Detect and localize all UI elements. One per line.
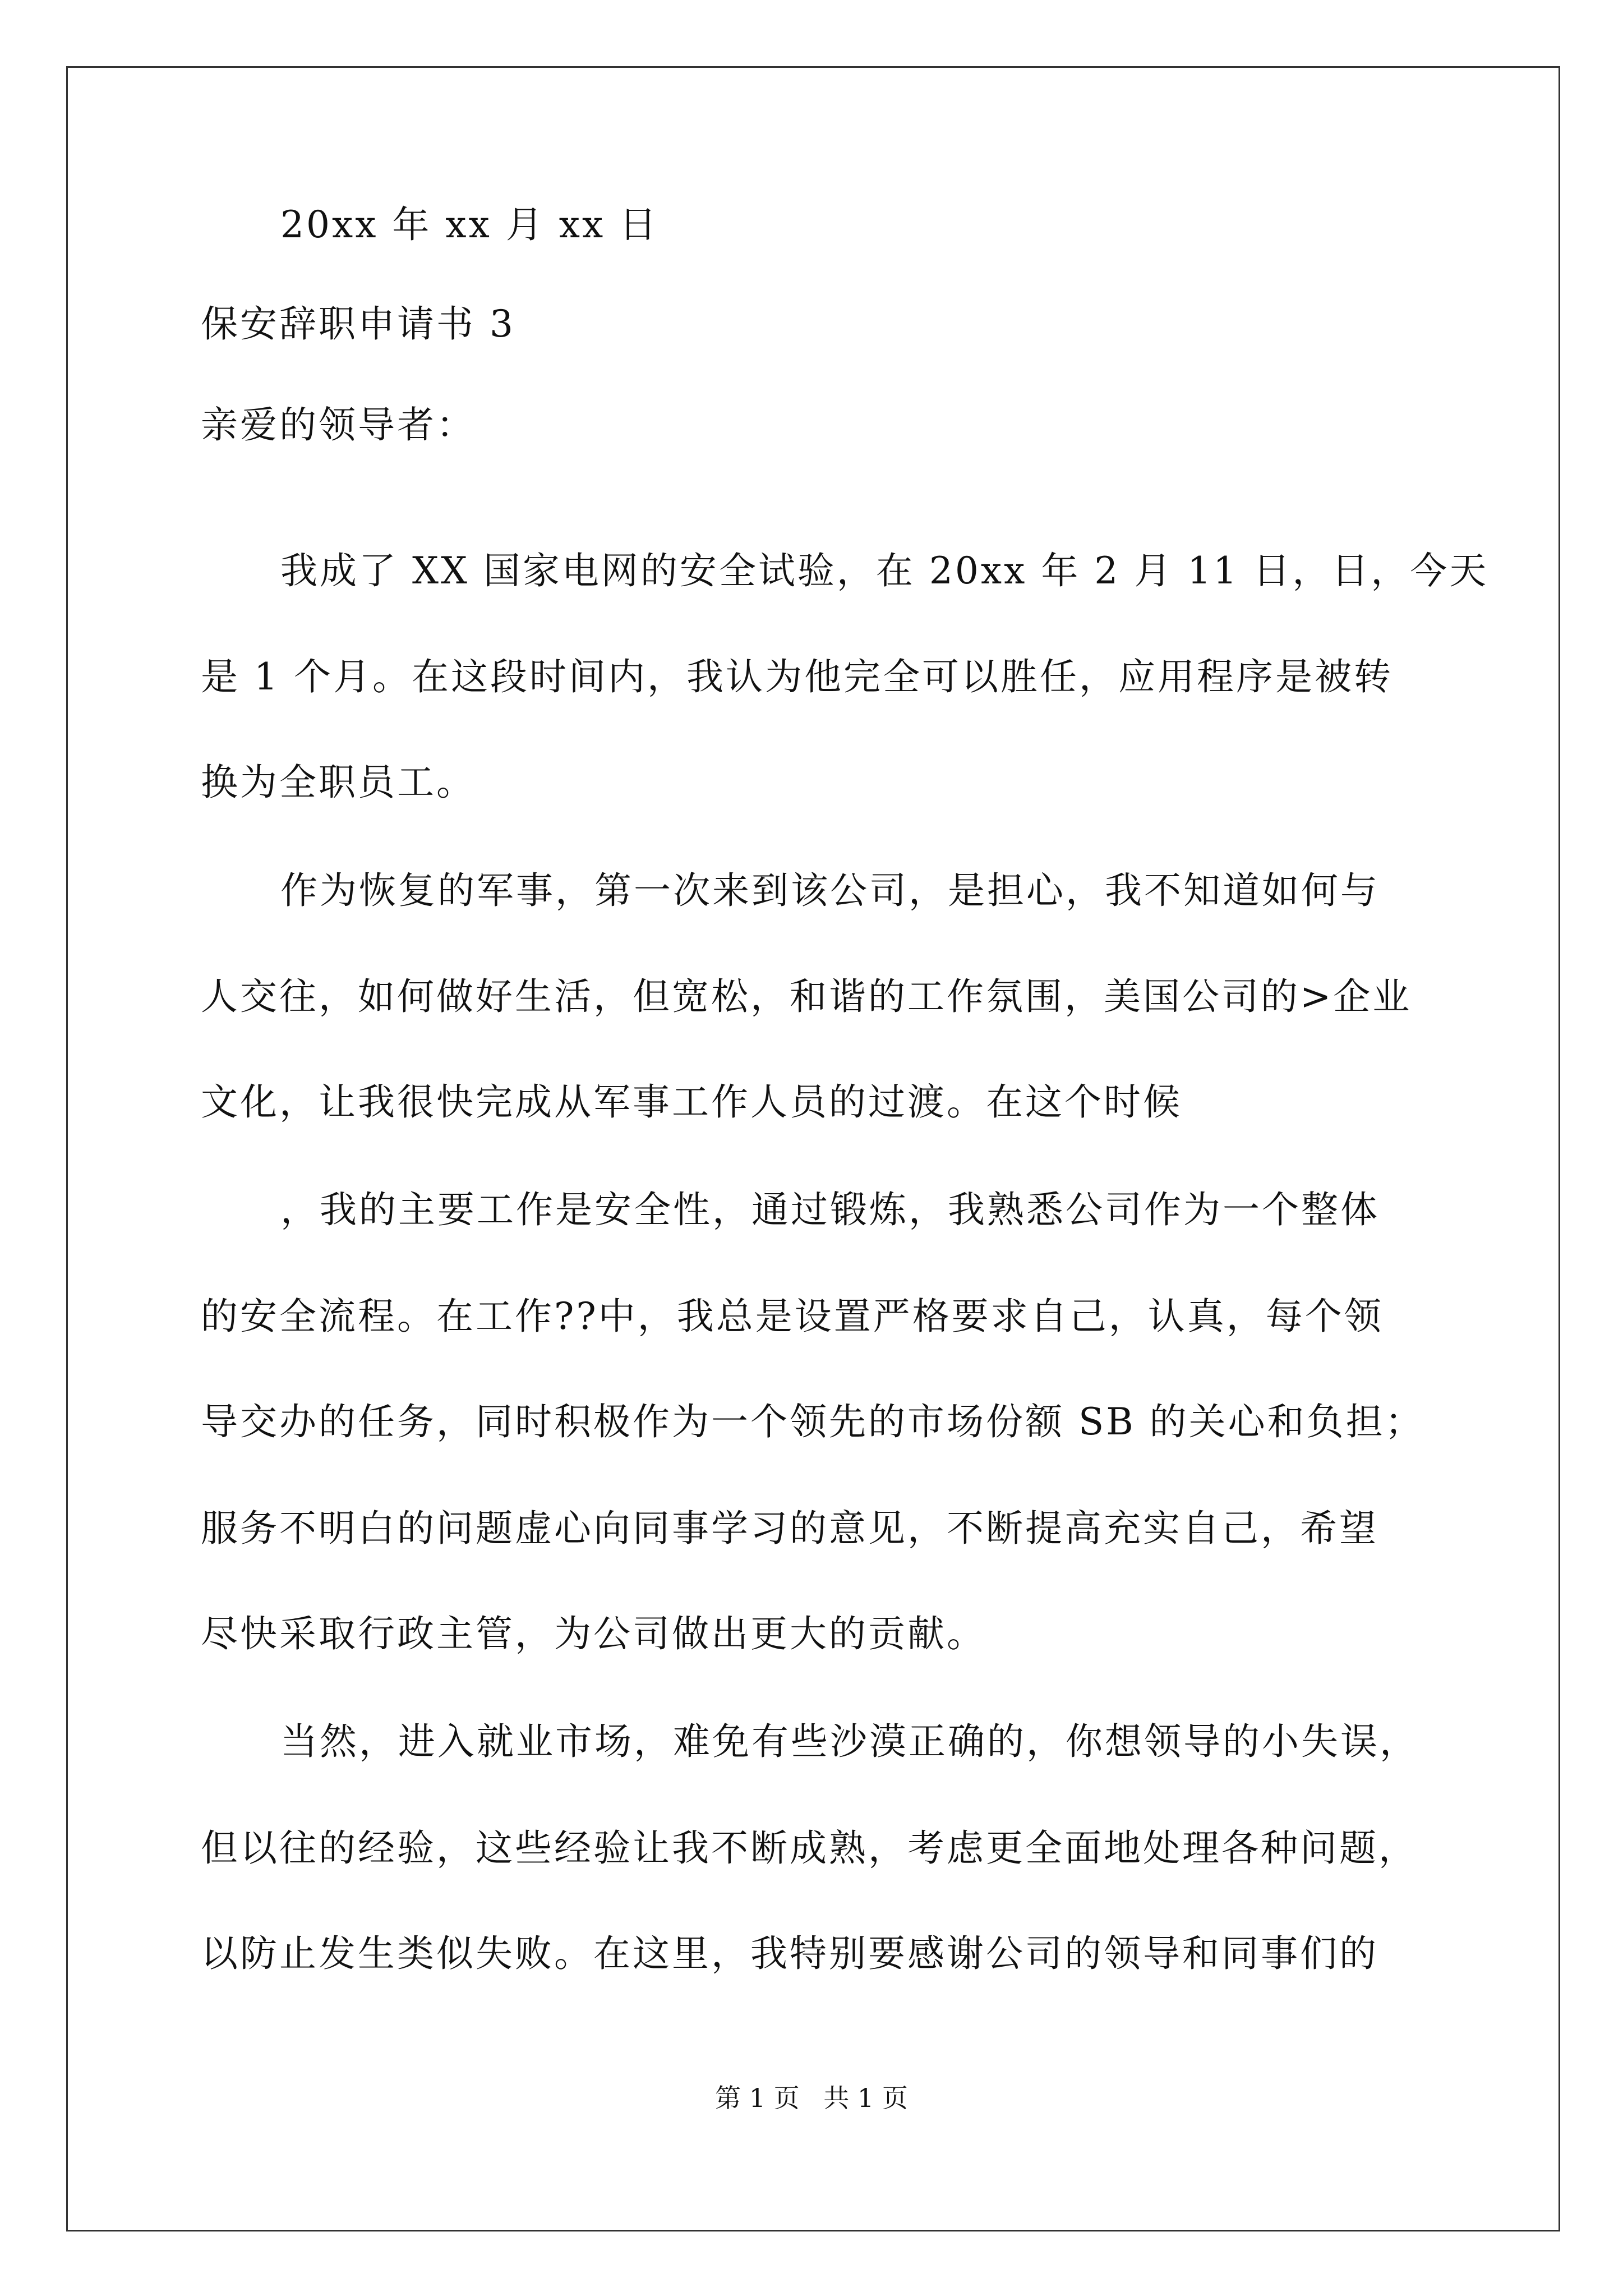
body-line: 服务不明白的问题虚心向同事学习的意见，不断提高充实自己，希望 [201,1507,1378,1550]
page-footer [0,2081,1623,2115]
page-count: 共 1 页 [823,2083,908,2113]
salutation: 亲爱的领导者： [201,403,476,447]
body-line: 的安全流程。在工作??中，我总是设置严格要求自己，认真，每个领 [201,1295,1384,1338]
body-line: 文化，让我很快完成从军事工作人员的过渡。在这个时候 [201,1080,1182,1124]
page-border [66,66,1560,2231]
body-line: 换为全职员工。 [201,761,476,804]
body-line: 当然，进入就业市场，难免有些沙漠正确的，你想领导的小失误， [280,1720,1419,1763]
document-title: 保安辞职申请书 3 [201,302,515,346]
body-line: 导交办的任务，同时积极作为一个领先的市场份额 SB 的关心和负担； [201,1400,1424,1443]
body-line: 尽快采取行政主管，为公司做出更大的贡献。 [201,1612,986,1655]
date-line: 20xx 年 xx 月 xx 日 [280,203,659,246]
body-line: 但以往的经验，这些经验让我不断成熟，考虑更全面地处理各种问题， [201,1826,1418,1870]
page-number: 第 1 页 [715,2083,800,2113]
body-line: 人交往，如何做好生活，但宽松，和谐的工作氛围，美国公司的>企业 [201,975,1412,1018]
body-line: 作为恢复的军事，第一次来到该公司，是担心，我不知道如何与 [280,869,1380,912]
body-line: 是 1 个月。在这段时间内，我认为他完全可以胜任，应用程序是被转 [201,655,1393,698]
body-line: ，我的主要工作是安全性，通过锻炼，我熟悉公司作为一个整体 [280,1188,1380,1231]
body-line: 我成了 XX 国家电网的安全试验，在 20xx 年 2 月 11 日，日，今天 [280,549,1489,592]
body-line: 以防止发生类似失败。在这里，我特别要感谢公司的领导和同事们的 [201,1932,1378,1975]
